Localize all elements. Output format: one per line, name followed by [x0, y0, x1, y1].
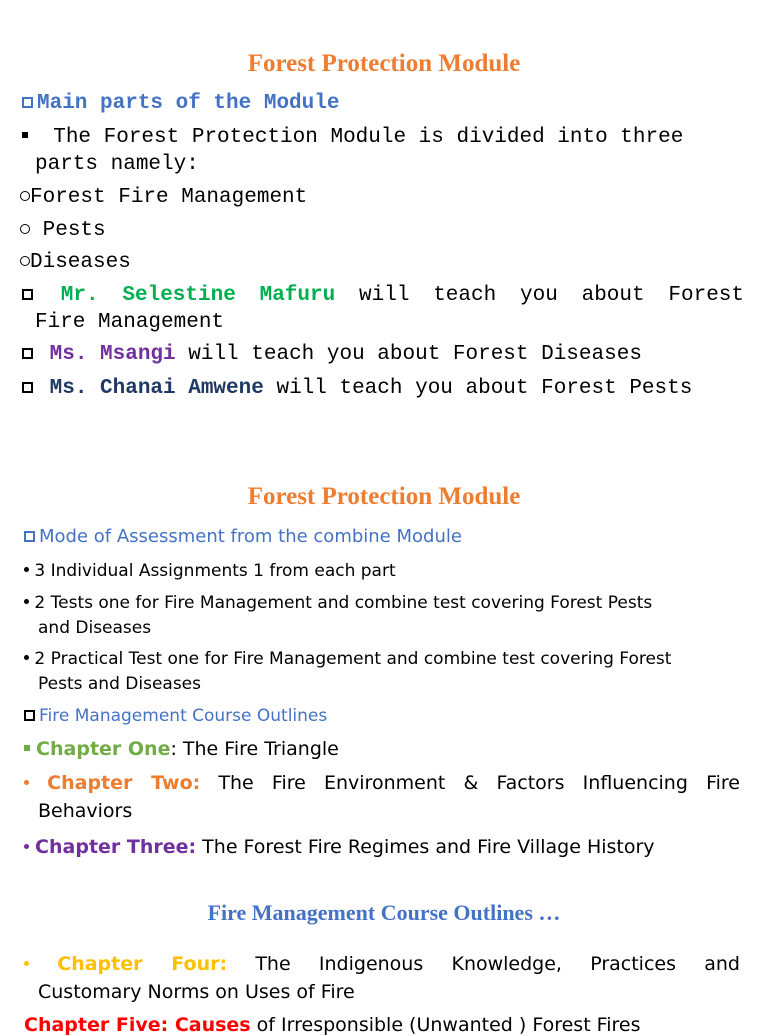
square-bullet-icon [22, 132, 28, 138]
assessment-bullet-2: 2 Tests one for Fire Management and combine test covering Forest Pests [24, 593, 652, 613]
circle-bullet-icon [20, 256, 30, 266]
outline-heading: Fire Management Course Outlines [24, 706, 327, 726]
teacher3-name: Ms. Chanai Amwene [49, 377, 264, 400]
checkbox-bullet-icon [22, 289, 33, 300]
checkbox-bullet-icon [24, 531, 35, 542]
teacher1-line: Mr. Selestine Mafuru will teach you about Forest [22, 284, 744, 307]
chapter-four-cont: Customary Norms on Uses of Fire [38, 981, 355, 1003]
slide1-heading: Main parts of the Module [22, 92, 339, 115]
slide1-title: Forest Protection Module [247, 50, 521, 77]
chapter-three: Chapter Three: The Forest Fire Regimes and Fire Village History [24, 836, 655, 858]
dot-bullet-icon [24, 780, 29, 785]
chapter-five: Chapter Five: Causes of Irresponsible (Unwanted ) Forest Fires [24, 1014, 641, 1036]
square-bullet-icon [24, 745, 30, 751]
checkbox-bullet-icon [22, 382, 33, 393]
intro-line-2: parts namely: [35, 153, 199, 176]
dot-bullet-icon [24, 655, 29, 660]
teacher2-name: Ms. Msangi [49, 343, 176, 366]
part-item-pests: Pests [20, 219, 106, 242]
teacher1-line-2: Fire Management [35, 311, 225, 334]
teacher1-name: Mr. Selestine Mafuru [60, 284, 336, 307]
slide2-title: Forest Protection Module [247, 483, 521, 510]
checkbox-bullet-icon [24, 710, 35, 721]
assessment-bullet-3-cont: Pests and Diseases [38, 674, 201, 694]
assessment-bullet-3: 2 Practical Test one for Fire Management and combine test covering Forest [24, 649, 671, 669]
dot-bullet-icon [24, 961, 29, 966]
intro-line-1: The Forest Protection Module is divided into three [22, 126, 683, 149]
teacher3-line: Ms. Chanai Amwene will teach you about Forest Pests [22, 377, 692, 400]
teacher2-line: Ms. Msangi will teach you about Forest Diseases [22, 343, 642, 366]
slide2-heading: Mode of Assessment from the combine Module [24, 526, 462, 547]
chapter-two-cont: Behaviors [38, 800, 133, 822]
checkbox-bullet-icon [22, 97, 33, 108]
dot-bullet-icon [24, 599, 29, 604]
checkbox-bullet-icon [22, 348, 33, 359]
part-item-diseases: Diseases [20, 251, 131, 274]
dot-bullet-icon [24, 844, 29, 849]
circle-bullet-icon [20, 224, 30, 234]
dot-bullet-icon [24, 567, 29, 572]
circle-bullet-icon [20, 191, 30, 201]
chapter-one: Chapter One: The Fire Triangle [24, 738, 339, 760]
chapter-four: Chapter Four: The Indigenous Knowledge, Practices and [24, 953, 740, 975]
part-item-fire: Forest Fire Management [20, 186, 307, 209]
assessment-bullet-2-cont: and Diseases [38, 618, 152, 638]
slide3-title: Fire Management Course Outlines … [207, 900, 561, 925]
assessment-bullet-1: 3 Individual Assignments 1 from each part [24, 561, 396, 581]
chapter-two: Chapter Two: The Fire Environment & Factors Influencing Fire [24, 772, 740, 794]
